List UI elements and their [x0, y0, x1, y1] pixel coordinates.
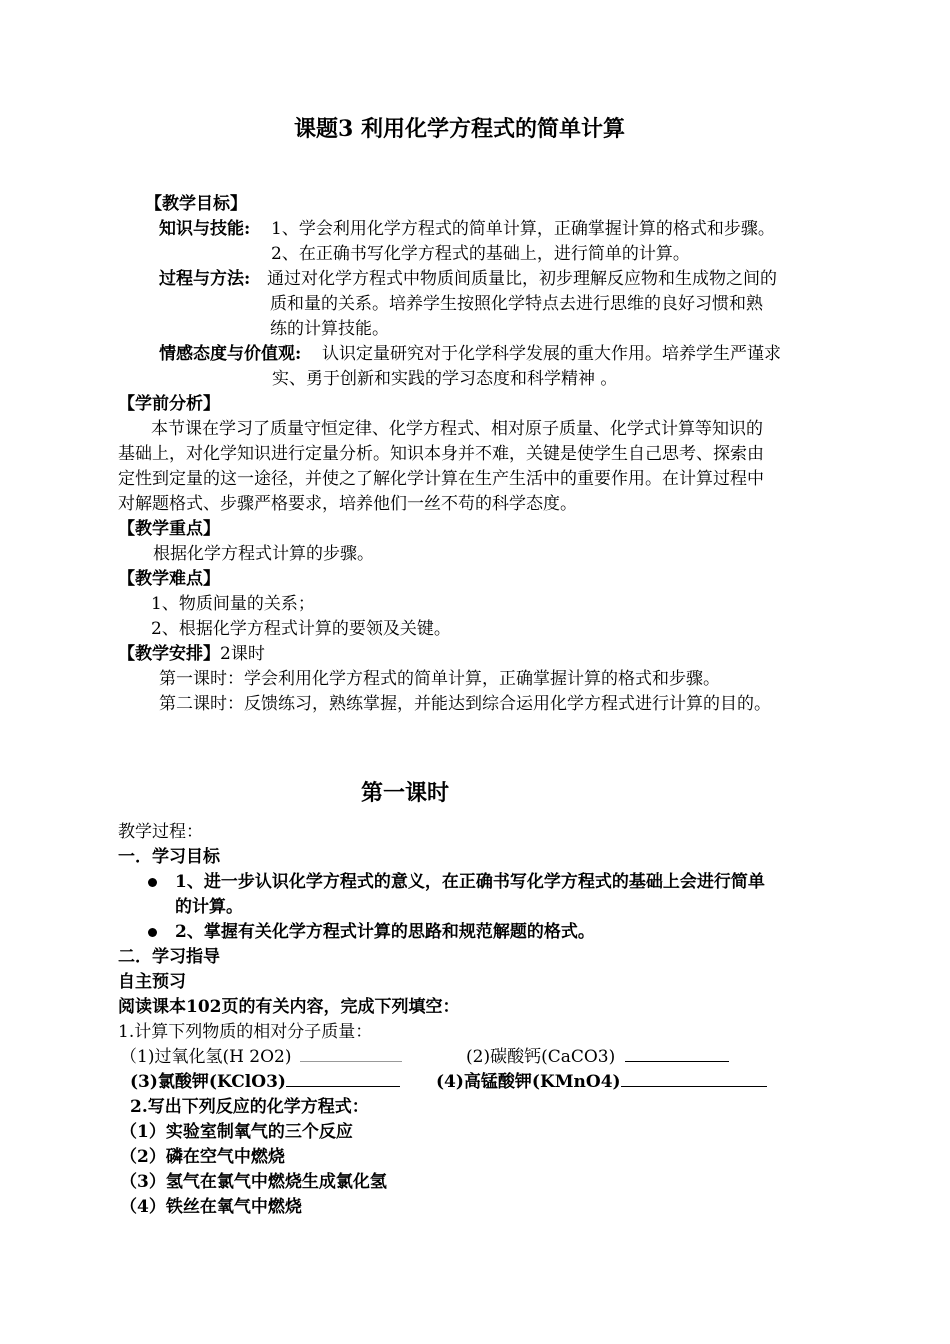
analysis-line-4: 对解题格式、步骤严格要求，培养他们一丝不苟的科学态度。 [118, 494, 577, 514]
section-2-heading: 二．学习指导 [118, 947, 220, 967]
analysis-line-1: 本节课在学习了质量守恒定律、化学方程式、相对原子质量、化学式计算等知识的 [151, 419, 763, 439]
difficulty-item-2: 2、根据化学方程式计算的要领及关键。 [151, 619, 451, 639]
objectives-heading: 【教学目标】 [145, 194, 247, 214]
knowledge-label: 知识与技能: [159, 219, 251, 239]
emotion-line-1: 认识定量研究对于化学科学发展的重大作用。培养学生严谨求 [322, 344, 781, 364]
goal-1-line-1: 1、进一步认识化学方程式的意义，在正确书写化学方程式的基础上会进行简单 [148, 870, 765, 895]
goal-1-line-2: 的计算。 [175, 897, 243, 917]
question-2-2: （2）磷在空气中燃烧 [120, 1147, 285, 1167]
knowledge-line-1: 1、学会利用化学方程式的简单计算，正确掌握计算的格式和步骤。 [271, 219, 775, 239]
arrangement-heading: 【教学安排】 [118, 644, 220, 664]
section-1-heading: 一．学习目标 [118, 847, 220, 867]
goal-2: 2、掌握有关化学方程式计算的思路和规范解题的格式。 [148, 920, 595, 945]
emotion-label: 情感态度与价值观: [159, 344, 302, 364]
reading-instruction: 阅读课本102页的有关内容，完成下列填空： [118, 997, 460, 1017]
question-2: 2.写出下列反应的化学方程式： [130, 1097, 369, 1117]
analysis-line-2: 基础上，对化学知识进行定量分析。知识本身并不难，关键是使学生自己思考、探索由 [118, 444, 764, 464]
process-intro: 教学过程： [118, 822, 203, 842]
difficulty-heading: 【教学难点】 [118, 569, 220, 589]
difficulty-item-1: 1、物质间量的关系； [151, 594, 315, 614]
question-1b: (2)碳酸钙(CaCO3) [466, 1045, 729, 1070]
arrangement-hours: 2课时 [220, 644, 265, 664]
process-label: 过程与方法: [159, 269, 251, 289]
page-title: 课题3 利用化学方程式的简单计算 [294, 116, 625, 142]
self-study-heading: 自主预习 [118, 972, 186, 992]
question-1a: （1)过氧化氢(H 2O2) [120, 1045, 402, 1070]
knowledge-line-2: 2、在正确书写化学方程式的基础上，进行简单的计算。 [271, 244, 690, 264]
key-point-text: 根据化学方程式计算的步骤。 [153, 544, 374, 564]
lesson-title: 第一课时 [361, 780, 450, 806]
arrangement-lesson-1: 第一课时：学会利用化学方程式的简单计算，正确掌握计算的格式和步骤。 [159, 669, 720, 689]
process-line-2: 质和量的关系。培养学生按照化学特点去进行思维的良好习惯和熟 [270, 294, 763, 314]
key-point-heading: 【教学重点】 [118, 519, 220, 539]
bullet-icon [148, 928, 157, 937]
question-2-1: （1）实验室制氧气的三个反应 [120, 1122, 353, 1142]
question-2-4: （4）铁丝在氧气中燃烧 [120, 1197, 302, 1217]
question-1c: (3)氯酸钾(KClO3) [130, 1070, 400, 1095]
answer-blank-1b[interactable] [625, 1045, 729, 1062]
arrangement-line [118, 642, 265, 667]
arrangement-lesson-2: 第二课时：反馈练习，熟练掌握，并能达到综合运用化学方程式进行计算的目的。 [159, 694, 771, 714]
analysis-line-3: 定性到定量的这一途径，并使之了解化学计算在生产生活中的重要作用。在计算过程中 [118, 469, 764, 489]
answer-blank-1c[interactable] [286, 1070, 400, 1087]
question-2-3: （3）氢气在氯气中燃烧生成氯化氢 [120, 1172, 387, 1192]
emotion-line-2: 实、勇于创新和实践的学习态度和科学精神 。 [272, 369, 618, 389]
answer-blank-1d[interactable] [621, 1070, 767, 1087]
question-1d: (4)高锰酸钾(KMnO4) [436, 1070, 767, 1095]
question-1: 1.计算下列物质的相对分子质量： [118, 1022, 373, 1042]
bullet-icon [148, 878, 157, 887]
answer-blank-1a[interactable] [300, 1045, 402, 1062]
analysis-heading: 【学前分析】 [118, 394, 220, 414]
process-line-1: 通过对化学方程式中物质间质量比，初步理解反应物和生成物之间的 [267, 269, 777, 289]
process-line-3: 练的计算技能。 [270, 319, 389, 339]
